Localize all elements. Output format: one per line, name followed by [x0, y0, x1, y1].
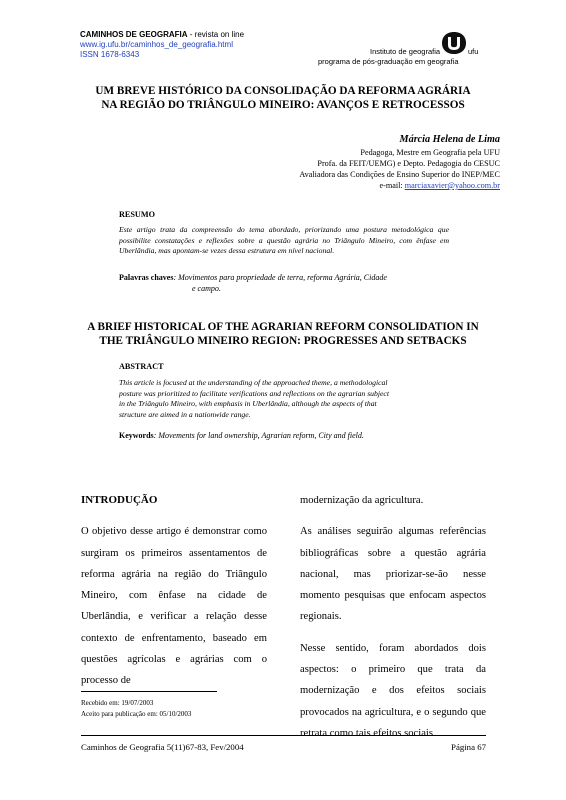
title-en-line: THE TRIÂNGULO MINEIRO REGION: PROGRESSES AND SETBACKS [99, 334, 467, 347]
keywords-text: : Movements for land ownership, Agrarian reform, City and field. [153, 431, 364, 440]
ufu-logo-icon [441, 31, 467, 55]
author-name: Márcia Helena de Lima [399, 134, 500, 145]
resumo-heading: RESUMO [119, 210, 155, 219]
abstract-line: posture was prioritized to facilitate verifications and reflections on the agrarian subject [119, 388, 389, 398]
intro-heading: INTRODUÇÃO [81, 494, 158, 506]
body-paragraph: As análises seguirão algumas referências bibliográficas sobre a questão agrária nacional, mas priorizar-se-ão nesse momento pesquisas que enfocam aspectos regionais. [300, 526, 486, 623]
keywords [119, 430, 459, 441]
journal-suffix: - revista on line [187, 30, 245, 39]
journal-issn: ISSN 1678-6343 [80, 50, 140, 59]
journal-url[interactable]: www.ig.ufu.br/caminhos_de_geografia.html [80, 40, 233, 49]
accepted-date: Aceito para publicação em: 05/10/2003 [81, 709, 192, 718]
footer-divider [81, 735, 486, 736]
footer-citation: Caminhos de Geografia 5(11)67-83, Fev/2004 [81, 742, 244, 752]
palavras-cont: e campo. [192, 284, 221, 293]
page-number: Página 67 [451, 742, 486, 752]
palavras-chaves [119, 272, 459, 294]
article-title-en [60, 321, 506, 348]
abstract-line: in the Triângulo Mineiro, with emphasis in Uberlândia, although the aspects of that [119, 399, 377, 409]
body-paragraph: Nesse sentido, foram abordados dois aspectos: o primeiro que trata da modernização e dos efeitos sociais provocados na agricultura, e o segundo que retrata como tais efeitos sociais [300, 642, 486, 739]
abstract-line: structure are aimed in a nationwide range. [119, 409, 251, 419]
body-column-right [300, 490, 486, 744]
resumo-text: Este artigo trata da compreensão do tema abordado, priorizando uma postura metodológica que possibilite constatações e reflexões sobre a questão agrária no Triângulo Mineiro, com ênfase em Uberlândia, mas apontam-se vezes dessa estrutura em nível nacional. [119, 225, 449, 256]
abstract-heading: ABSTRACT [119, 362, 164, 371]
journal-name: CAMINHOS DE GEOGRAFIA [80, 30, 188, 39]
abstract-line: This article is focused at the understanding of the approached theme, a methodological [119, 378, 388, 387]
body-paragraph-end: modernização da agricultura. [300, 495, 424, 506]
title-en-line: A BRIEF HISTORICAL OF THE AGRARIAN REFORM CONSOLIDATION IN [87, 321, 479, 333]
footnote-divider [81, 691, 217, 692]
footnote [81, 698, 191, 719]
palavras-text: : Movimentos para propriedade de terra, reforma Agrária, Cidade [173, 273, 387, 282]
article-title-pt [60, 85, 506, 112]
keywords-label: Keywords [119, 431, 154, 440]
logo-text: ufu [468, 47, 479, 56]
email-label: e-mail: [379, 181, 405, 190]
intro-paragraph: O objetivo desse artigo é demonstrar como surgiram os primeiros assentamentos de reforma agrária na região do Triângulo Mineiro, com ênfase na cidade de Uberlândia, e verificar a relação desse contexto de enfrentamento, baseado em questões agrícolas e agrárias com o processo de [81, 526, 267, 687]
author-line: Avaliadora das Condições de Ensino Superior do INEP/MEC [299, 170, 500, 179]
received-date: Recebido em: 19/07/2003 [81, 699, 154, 707]
journal-header [80, 30, 244, 60]
author-line: Profa. da FEIT/UEMG) e Depto. Pedagogia do CESUC [317, 159, 500, 168]
institute-name: Instituto de geografia [370, 47, 441, 56]
title-pt-line: UM BREVE HISTÓRICO DA CONSOLIDAÇÃO DA REFORMA AGRÁRIA [95, 85, 471, 97]
palavras-label: Palavras chaves [119, 273, 174, 282]
abstract-text [119, 378, 449, 420]
author-block [299, 133, 500, 191]
title-pt-line: NA REGIÃO DO TRIÂNGULO MINEIRO: AVANÇOS E RETROCESSOS [101, 98, 465, 111]
author-line: Pedagoga, Mestre em Geografia pela UFU [360, 148, 500, 157]
author-email-link[interactable]: marciaxavier@yahoo.com.br [404, 181, 500, 190]
body-column-left [81, 490, 267, 692]
program-name: programa de pós-graduação em geografia [318, 57, 459, 66]
